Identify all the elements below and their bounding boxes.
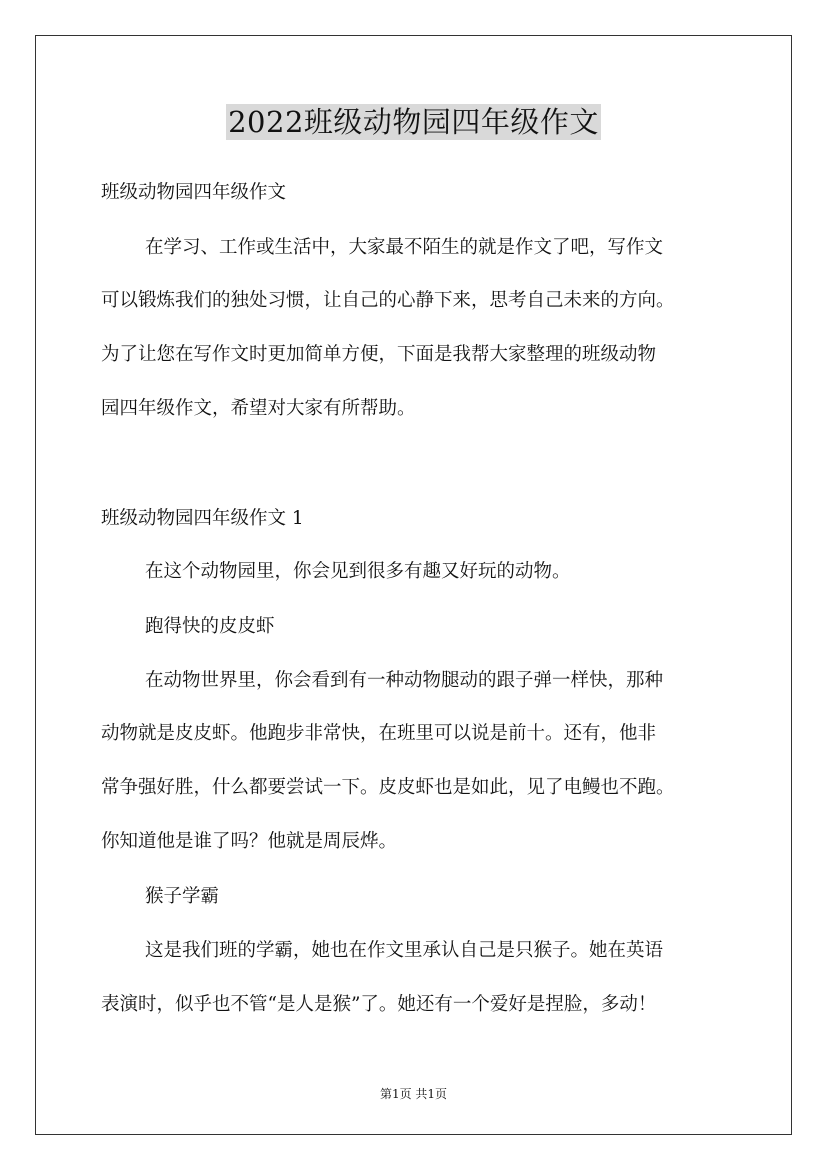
page-footer: 第1页 共1页 (379, 1087, 448, 1101)
essay-line: 你知道他是谁了吗？他就是周辰烨。 (101, 831, 398, 852)
essay-line: 在这个动物园里，你会见到很多有趣又好玩的动物。 (145, 561, 571, 582)
title-container (0, 104, 827, 140)
intro-paragraph-line: 园四年级作文，希望对大家有所帮助。 (101, 398, 416, 419)
document-subtitle: 班级动物园四年级作文 (101, 182, 287, 203)
essay-line: 这是我们班的学霸，她也在作文里承认自己是只猴子。她在英语 (145, 940, 664, 961)
document-title: 2022班级动物园四年级作文 (228, 105, 599, 139)
intro-paragraph-line: 可以锻炼我们的独处习惯，让自己的心静下来，思考自己未来的方向。 (101, 290, 675, 311)
section-heading-monkey: 猴子学霸 (145, 886, 220, 907)
essay-line: 常争强好胜，什么都要尝试一下。皮皮虾也是如此，见了电鳗也不跑。 (101, 777, 675, 798)
intro-paragraph-line: 为了让您在写作文时更加简单方便，下面是我帮大家整理的班级动物 (101, 344, 657, 365)
essay-line: 在动物世界里，你会看到有一种动物腿动的跟子弹一样快，那种 (145, 670, 664, 691)
section-heading-shrimp: 跑得快的皮皮虾 (145, 616, 275, 637)
essay-heading: 班级动物园四年级作文 1 (101, 508, 304, 529)
essay-line: 表演时，似乎也不管“是人是猴”了。她还有一个爱好是捏脸，多动！ (101, 994, 657, 1015)
intro-paragraph-line: 在学习、工作或生活中，大家最不陌生的就是作文了吧，写作文 (145, 237, 664, 258)
essay-line: 动物就是皮皮虾。他跑步非常快，在班里可以说是前十。还有，他非 (101, 723, 657, 744)
